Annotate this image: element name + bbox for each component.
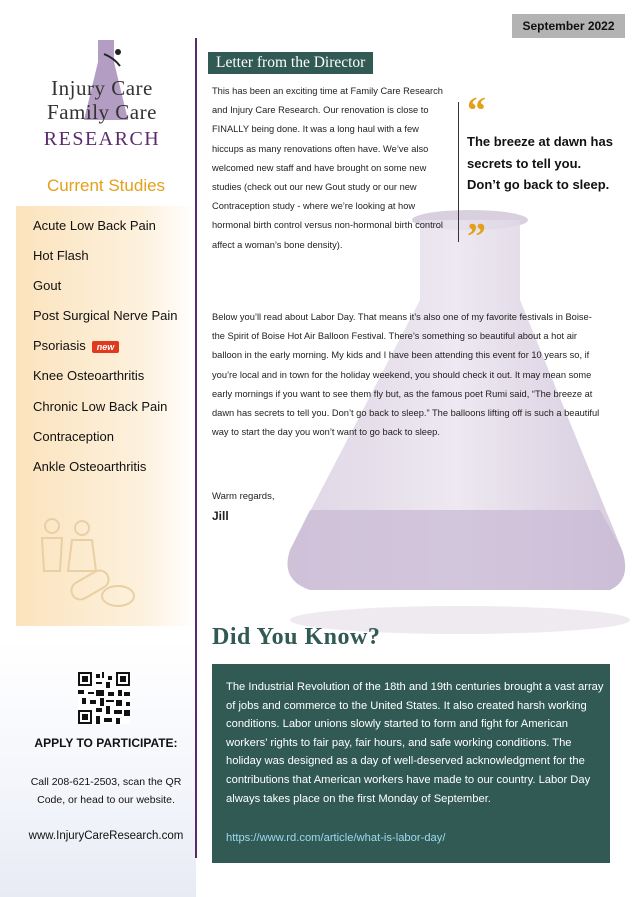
- open-quote-icon: “: [467, 90, 486, 132]
- letter-heading: Letter from the Director: [208, 52, 373, 74]
- issue-date-badge: September 2022: [512, 14, 625, 38]
- new-badge: new: [92, 341, 120, 353]
- letter-signature: Jill: [212, 509, 229, 523]
- letter-closing: Warm regards,: [212, 491, 275, 502]
- quote-rule: [458, 102, 459, 242]
- study-item[interactable]: Contraception: [33, 429, 114, 444]
- current-studies-list: [16, 206, 196, 626]
- did-you-know-heading: Did You Know?: [212, 624, 381, 650]
- did-you-know-box: [212, 664, 610, 863]
- brand-logo: [22, 40, 182, 158]
- study-item[interactable]: Chronic Low Back Pain: [33, 399, 168, 414]
- logo-line-2: Family Care: [47, 100, 157, 124]
- study-item[interactable]: Psoriasis new: [33, 338, 119, 353]
- letter-paragraph-2: Below you’ll read about Labor Day. That means it’s also one of my favorite festivals in Boise- the Spirit of Boise Hot Air Balloon Festival. There’s something so beautiful about a hot air balloon in the early morning. My kids and I have been attending this event for 10 years so, if you’re local and in town for the holiday weekend, you should check it out. It may mean some early mornings if you want to see them fly but, as the famous poet Rumi said, “The breeze at dawn has secrets to tell you. Don’t go back to sleep.” The balloons lifting off is such a beautiful way to start the day you won’t want to go back to sleep.: [212, 312, 600, 438]
- letter-paragraph-1: This has been an exciting time at Family Care Research and Injury Care Research. Our renovation is close to FINALLY being done. It was a long haul with a few hiccups as many renovations often have. We’ve also welcomed new staff and have brought on some new studies (check out our new Gout study or our new Contraception study - where we’re looking at how hormonal birth control versus non-hormonal birth control affect a woman’s bone density).: [212, 86, 443, 250]
- logo-line-1: Injury Care: [51, 76, 153, 100]
- study-item[interactable]: Ankle Osteoarthritis: [33, 459, 147, 474]
- people-pills-illustration: [30, 516, 140, 616]
- study-item[interactable]: Post Surgical Nerve Pain: [33, 308, 178, 323]
- sidebar: [0, 0, 196, 897]
- source-link[interactable]: https://www.rd.com/article/what-is-labor-day/: [226, 832, 446, 844]
- qr-code-icon[interactable]: [78, 672, 130, 724]
- study-item[interactable]: Gout: [33, 278, 62, 293]
- apply-heading: APPLY TO PARTICIPATE:: [34, 736, 178, 750]
- did-you-know-body: The Industrial Revolution of the 18th and 19th centuries brought a vast array of jobs and commerce to the United States. It also created harsh working conditions. Labor unions slowly started to form and fight for American workers’ rights to fair pay, fair hours, and safe working conditions. The holiday was designed as a day of well-deserved acknowledgment for the contributions that American workers have made to our country. Labor Day always takes place on the first Monday of September.: [226, 681, 604, 805]
- website-link[interactable]: www.InjuryCareResearch.com: [28, 830, 184, 842]
- study-item[interactable]: Acute Low Back Pain: [33, 218, 156, 233]
- current-studies-heading: Current Studies: [46, 176, 166, 195]
- apply-instructions: Call 208-621-2503, scan the QR Code, or head to our website.: [30, 776, 182, 806]
- logo-line-3: RESEARCH: [43, 128, 161, 150]
- pull-quote: The breeze at dawn has secrets to tell you. Don’t go back to sleep.: [467, 134, 613, 192]
- close-quote-icon: ”: [467, 216, 486, 258]
- study-item[interactable]: Knee Osteoarthritis: [33, 368, 145, 383]
- study-item[interactable]: Hot Flash: [33, 248, 89, 263]
- column-divider: [195, 38, 197, 858]
